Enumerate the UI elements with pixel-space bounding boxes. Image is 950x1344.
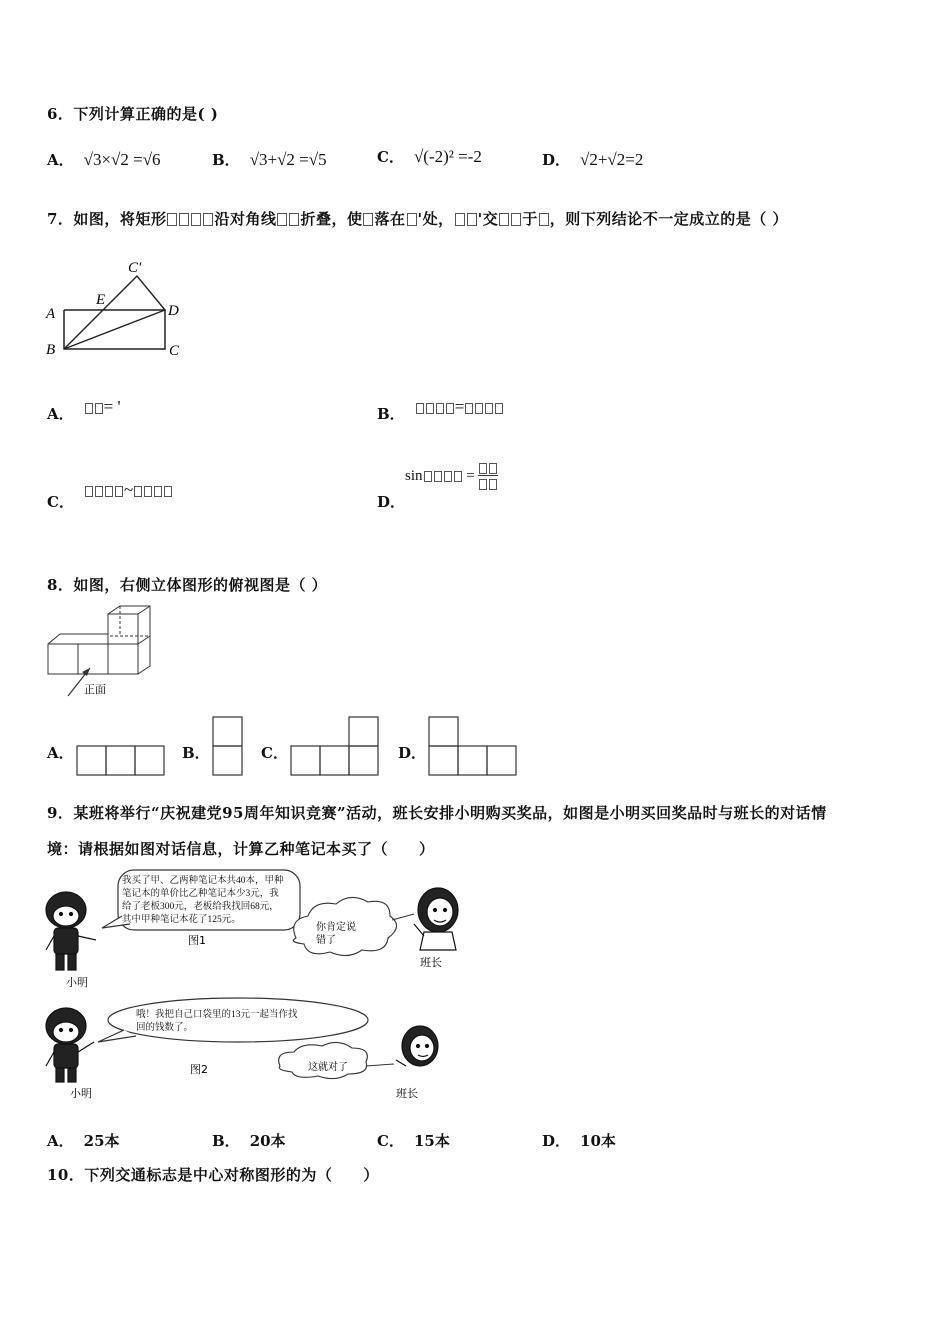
q9-option-d <box>542 1130 616 1151</box>
q8-option-d-figure <box>428 716 519 777</box>
q7-text: 折叠，使 <box>300 210 363 228</box>
label-b: B <box>46 342 56 358</box>
option-text: 25本 <box>83 1132 120 1150</box>
math-expression: √3+√2 =√5 <box>249 150 327 169</box>
q10-title: 10．下列交通标志是中心对称图形的为（ ） <box>47 1166 379 1184</box>
q8-option-b-figure <box>212 716 244 777</box>
reply-text: 你肯定说 <box>316 922 356 933</box>
q8-option-c-figure <box>290 716 381 777</box>
q7-text: 交 <box>482 210 499 228</box>
option-text: 10本 <box>580 1132 616 1150</box>
boy-cartoon <box>46 892 96 970</box>
option-label: D． <box>542 151 571 169</box>
math-expression: √(-2)² =-2 <box>413 147 482 166</box>
q9-dialogue-figure-2 <box>40 996 480 1106</box>
figure-caption: 图2 <box>190 1063 208 1076</box>
front-label: 正面 <box>84 683 106 696</box>
option-text: 15本 <box>413 1132 450 1150</box>
label-c-prime: C' <box>128 260 142 276</box>
option-label: B． <box>212 151 240 169</box>
boy-name: 小明 <box>70 1087 92 1100</box>
label-d: D <box>168 303 179 319</box>
option-label: A． <box>47 151 74 169</box>
label-e: E <box>96 292 106 308</box>
reply-text: 错了 <box>316 935 336 946</box>
q9-option-b <box>212 1130 286 1151</box>
q9-dialogue-figure-1 <box>40 866 480 994</box>
figure-caption: 图1 <box>188 934 206 947</box>
q7-text: 于 <box>522 210 538 228</box>
bubble-text: 笔记本的单价比乙种笔记本少3元，我 <box>122 889 279 899</box>
q9-option-a <box>47 1130 120 1151</box>
option-label: C． <box>47 493 74 511</box>
girl-cartoon <box>396 1026 438 1066</box>
option-label: D． <box>377 493 406 511</box>
option-label: A． <box>47 1132 74 1150</box>
math-expression: = <box>454 397 465 416</box>
q6-option-c <box>377 146 482 167</box>
q8-option-a-figure <box>76 745 165 777</box>
q7-option-b <box>377 397 504 424</box>
bubble-text: 回的钱数了。 <box>136 1023 194 1033</box>
option-label: B． <box>377 405 405 423</box>
option-label: B． <box>182 744 210 762</box>
girl-name: 班长 <box>420 956 442 969</box>
math-expression: √3×√2 =√6 <box>83 150 161 169</box>
q9-title-line1: 9．某班将举行“庆祝建党95周年知识竞赛”活动，班长安排小明购买奖品，如图是小明买回奖品时与班长的对话情 <box>47 804 827 822</box>
q8-solid-figure <box>44 604 160 700</box>
option-label: A． <box>47 744 74 762</box>
girl-name: 班长 <box>396 1087 418 1100</box>
option-label: B． <box>212 1132 240 1150</box>
q7-text: 落在 <box>374 210 406 228</box>
option-label: D． <box>542 1132 571 1150</box>
q7-text: 沿对角线 <box>214 210 277 228</box>
q6-option-d <box>542 149 643 170</box>
label-a: A <box>46 306 56 322</box>
q9-option-c <box>377 1130 450 1151</box>
q6-title: 6．下列计算正确的是( ) <box>47 105 219 123</box>
q6-option-b <box>212 149 327 170</box>
bubble-text: 哦！我把自己口袋里的13元一起当作找 <box>136 1010 298 1020</box>
q7-title: 7．如图，将矩形 沿对角线 折叠，使 落在 '处， '交 于 ，则下列结论不一定成立的是（ ） <box>47 210 788 228</box>
boy-name: 小明 <box>66 976 88 989</box>
girl-cartoon <box>414 888 458 950</box>
q7-option-d-expression: sin = <box>405 462 498 490</box>
q7-option-d <box>377 491 415 512</box>
q7-option-c <box>47 480 173 512</box>
bubble-text: 我买了甲、乙两种笔记本共40本，甲种 <box>122 876 284 886</box>
boy-cartoon <box>46 1008 94 1082</box>
q6-option-a <box>47 149 161 170</box>
q7-text: 处， <box>422 210 454 228</box>
q7-text: 7．如图，将矩形 <box>47 210 167 228</box>
option-text: 20本 <box>249 1132 286 1150</box>
q8-title: 8．如图，右侧立体图形的俯视图是（ ） <box>47 576 328 594</box>
math-expression: √2+√2=2 <box>580 150 644 169</box>
option-label: D． <box>398 744 427 762</box>
q7-text: ，则下列结论不一定成立的是（ ） <box>549 210 788 228</box>
option-label: C． <box>377 1132 404 1150</box>
option-label: C． <box>261 744 288 762</box>
q7-option-a <box>47 397 121 424</box>
reply-text: 这就对了 <box>308 1062 348 1073</box>
math-expression: ~ <box>123 480 134 499</box>
option-label: A． <box>47 405 74 423</box>
bubble-text: 其中甲种笔记本花了125元。 <box>122 915 241 925</box>
math-expression: = ' <box>103 397 121 416</box>
q7-rectangle-figure <box>42 258 202 368</box>
bubble-text: 给了老板300元，老板给我找回68元， <box>122 902 279 912</box>
q9-title-line2: 境：请根据如图对话信息，计算乙种笔记本买了（ ） <box>47 840 435 858</box>
label-c: C <box>169 343 180 359</box>
option-label: C． <box>377 148 404 166</box>
